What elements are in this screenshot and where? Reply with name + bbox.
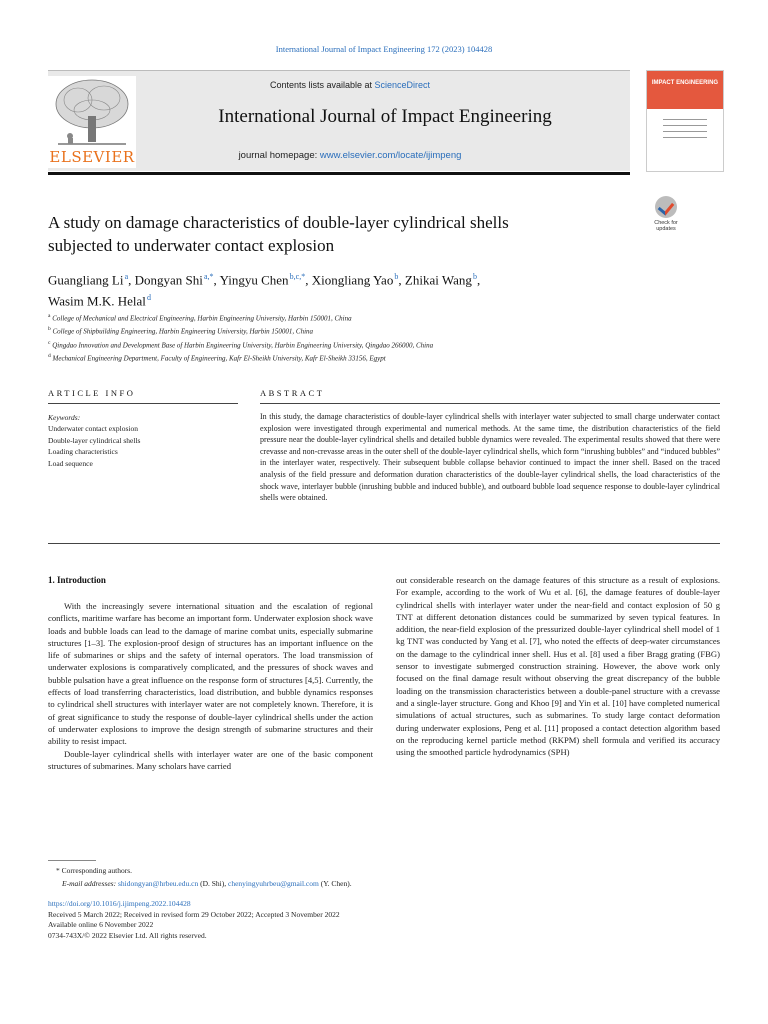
author-name[interactable]: Zhikai Wang [404,272,472,288]
author-name[interactable]: Wasim M.K. Helal [48,293,146,309]
abstract-heading: ABSTRACT [260,388,325,398]
intro-paragraph-1: With the increasingly severe international situation and the escalation of regional conflicts, maritime warfare has become an important form. Underwater explosion shock wave loads and bubble loads can lead to the damage of marine combat units, especially submarine structures [1–3]. The explosion-proof design of structures has an important influence on the life of submarines or ships and the safety of internal operators. The load transmission of underwater explosions is comparatively complicated, and the pressures of shock waves and bubble pulsation have a great influence on the response form of structures [4,5]. Currently, the effects of load transferring characteristics, load distribution, and bubble dynamics responses to cylindrical shell structures with interlayer water are not completely known. Therefore, it is of great significance to study the response of double-layer cylindrical shells under the action of underwater explosions to improve the design strength of submarine structures and their ability to resist impact. [48,601,373,747]
journal-homepage [140,150,560,161]
affiliation-text: Mechanical Engineering Department, Faculty of Engineering, Kafr El-Sheikh University, Kafr El-Sheikh 33156, Egypt [52,354,386,363]
elsevier-logo[interactable] [48,76,136,168]
doi-link[interactable]: https://doi.org/10.1016/j.ijimpeng.2022.104428 [48,899,191,908]
affiliation-text: Qingdao Innovation and Development Base of Harbin Engineering University, Harbin Engineering University, Qingdao 266000, China [52,340,434,349]
check-for-updates-label: Check for updates [654,220,678,232]
footnotes [48,865,728,890]
intro-paragraph-2: Double-layer cylindrical shells with interlayer water are one of the basic component structures of submarines. Many scholars have carried [48,748,373,771]
received-dates: Received 5 March 2022; Received in revised form 29 October 2022; Accepted 3 November 2022 [48,909,340,919]
check-for-updates-badge[interactable] [646,196,686,232]
keywords-label: Keywords: [48,413,81,422]
corresponding-note: * Corresponding authors. [56,866,133,875]
author-name[interactable]: Xiongliang Yao [311,272,394,288]
body-column-right [396,574,720,758]
introduction-heading: 1. Introduction [48,575,106,585]
paper-title-line1: A study on damage characteristics of double-layer cylindrical shells [48,213,509,232]
affiliations [48,311,728,364]
journal-title: International Journal of Impact Engineering [218,106,552,127]
affiliation-mark: b [48,326,51,333]
abstract-rule [260,403,720,404]
intro-paragraph-3: out considerable research on the damage features of this structure as a result of explosions. For example, according to the work of Wu et al. [6], the damage features of double-layer cylindrical shells with interlayer water under the near-field and contact explosion of 50 g TNT at different detonation distances could be summarized by seven typical features. In addition, the near-field explosion of the pressurized double-layer cylindrical shell model of 1 kg TNT was conducted by Yang et al. [7], who noted the effects of deep-water circumstances on the damage to the cylindrical inner shell. Hus et al. [8] used a fiber Bragg grating (FBG) sensor to investigate submerged construction straining. However, the above work only focused on the final damage result without observing the great discrepancy of the bubble loading on the transmission characteristics between a double-panel structure with a crevasse and a single-layer structure. Gong and Khoo [9] and Yin et al. [10] have completed numerical simulations of actual structures, such as submarines. To study large contact deformation during underwater explosions, Peng et al. [11] proposed a contact detection algorithm based on the reproducing kernel particle method (RKPM) shell formula and verified its accuracy using the smoothed particle hydrodynamics (SPH) [396,575,720,758]
affiliation-text: College of Shipbuilding Engineering, Harbin Engineering University, Harbin 150001, China [52,327,314,336]
check-for-updates-icon [655,196,677,218]
author-separator: , [213,272,220,288]
keyword-item[interactable]: Loading characteristics [48,447,118,456]
footnote-rule [48,860,96,861]
keywords-list [48,423,238,469]
homepage-prefix: journal homepage: [238,150,320,161]
copyright-notice: 0734-743X/© 2022 Elsevier Ltd. All rights reserved. [48,930,207,940]
keyword-item[interactable]: Underwater contact explosion [48,424,138,433]
author-separator: , [476,272,481,288]
journal-cover-thumbnail[interactable] [646,70,724,172]
article-info-rule [48,403,238,404]
author-separator: , [128,272,135,288]
author-affil-mark[interactable]: d [146,293,151,303]
abstract-body: In this study, the damage characteristics of double-layer cylindrical shells with interlayer water subjected to small charge underwater contact explosion were investigated through experimental and numerical methods. At the same time, the distribution characteristics of the field pressure near the double-layer cylindrical shells and detailed bubble dynamics were revealed. The experimental results showed that there were crevasse and non-crevasse areas in the outer shell of the double-layer cylindrical shells, which form “inrushing bubbles” and “induced bubbles” in the interlayer water, respectively. Their subsequent bubble collapse behavior continued to impact the inner shell. Based on the traced analysis of the field pressure and deformation duration characteristics of the double-layer cylindrical shells, the load characteristics of the shock wave, interlayer bubble (inrushing bubble and induced bubble), and outboard bubble load sequence response to double-layer cylindrical shells were obtained. [260,412,720,503]
contents-prefix: Contents lists available at [269,80,375,90]
journal-reference[interactable]: International Journal of Impact Engineering 172 (2023) 104428 [275,44,493,54]
available-online: Available online 6 November 2022 [48,920,154,929]
cover-title: IMPACT ENGINEERING [651,80,719,86]
body-column-left [48,600,373,772]
affiliation-mark: c [48,339,51,346]
tree-icon [48,76,136,148]
author-name[interactable]: Yingyu Chen [219,272,289,288]
email-owner-chen: (Y. Chen). [318,878,352,888]
affiliation-mark: d [48,352,51,359]
article-history [48,899,728,941]
author-affil-mark[interactable]: a [124,272,129,281]
author-name[interactable]: Guangliang Li [48,272,124,288]
author-affil-mark[interactable]: b [472,272,477,281]
author-affil-mark[interactable]: b [394,272,399,281]
affiliation-item [48,324,728,337]
author-list [48,268,728,311]
email-note [48,878,728,891]
sciencedirect-link[interactable]: ScienceDirect [374,80,431,90]
publisher-name: ELSEVIER [49,148,135,166]
contents-availability [140,80,560,90]
paper-title-line2: subjected to underwater contact explosion [48,236,335,255]
affiliation-item [48,351,728,364]
email-link-shi[interactable]: shidongyan@hrbeu.edu.cn [117,878,199,888]
author-separator: , [398,272,405,288]
article-info-heading: ARTICLE INFO [48,388,136,398]
email-label: E-mail addresses: [62,878,118,888]
author-separator: , [305,272,312,288]
cover-lines [663,119,707,143]
abstract-bottom-rule [48,543,720,544]
author-affil-mark[interactable]: a,* [203,272,214,281]
email-link-chen[interactable]: chenyingyuhrbeu@gmail.com [228,878,319,888]
keyword-item[interactable]: Load sequence [48,458,93,468]
paper-title [48,211,608,257]
homepage-link[interactable]: www.elsevier.com/locate/ijimpeng [319,150,462,161]
author-affil-mark[interactable]: b,c,* [289,272,306,281]
affiliation-text: College of Mechanical and Electrical Engineering, Harbin Engineering University, Harbin 150001, China [52,314,352,323]
affiliation-mark: a [48,313,51,319]
email-owner-shi: (D. Shi), [198,878,228,888]
author-name[interactable]: Dongyan Shi [134,272,203,288]
affiliation-item [48,311,728,324]
masthead-bottom-rule [48,172,630,175]
keyword-item[interactable]: Double-layer cylindrical shells [48,435,141,445]
cover-band [647,71,723,109]
affiliation-item [48,338,728,351]
